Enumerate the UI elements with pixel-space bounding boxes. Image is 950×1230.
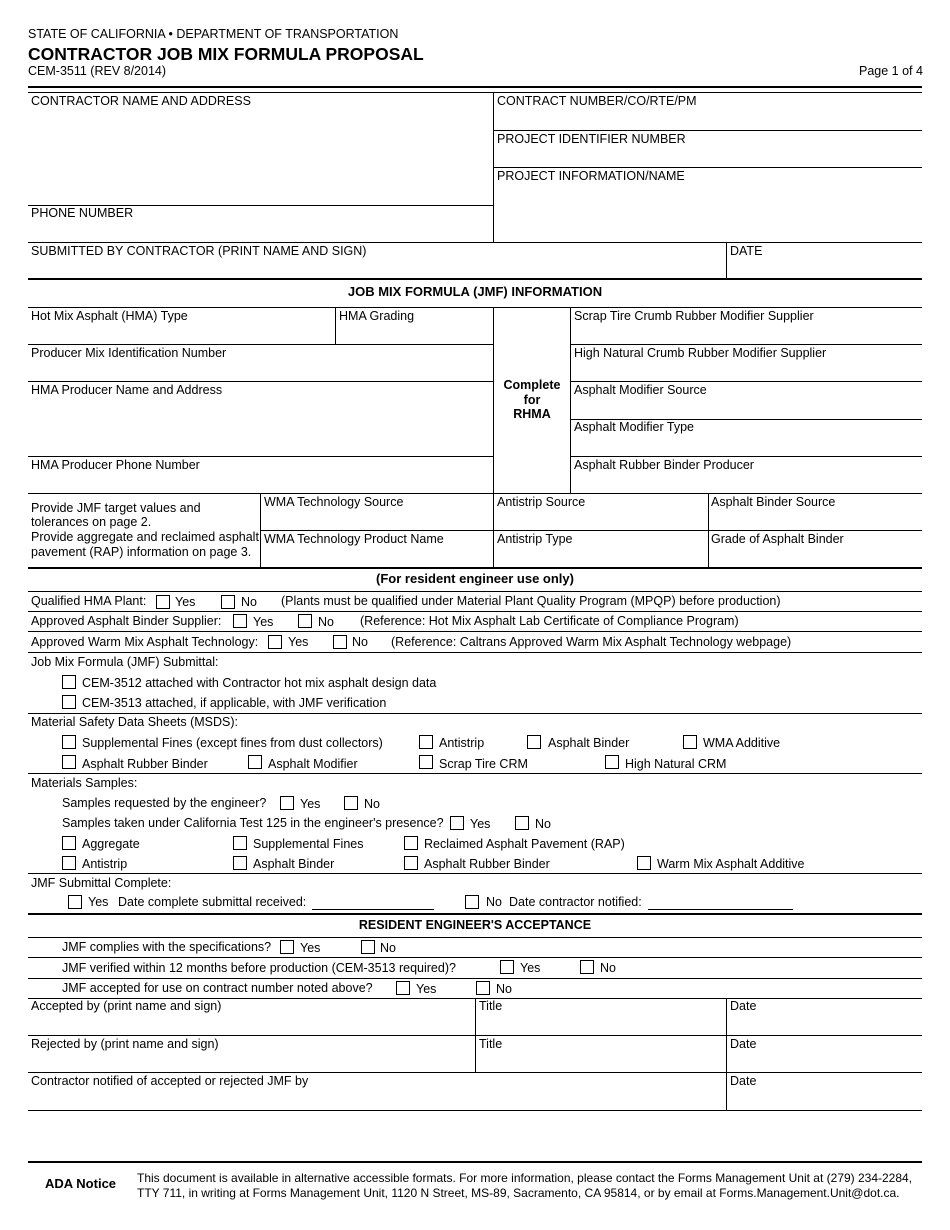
ada-line-2: TTY 711, in writing at Forms Management Unit, 1120 N Street, MS-89, Sacramento, CA 95814, or by email at Forms.Management.Unit@dot.ca. bbox=[137, 1186, 900, 1200]
no-label: No bbox=[318, 615, 334, 629]
binder-supplier-yes-checkbox[interactable] bbox=[233, 614, 247, 628]
yes-label: Yes bbox=[416, 982, 437, 996]
top-rule bbox=[28, 86, 922, 88]
divider bbox=[726, 242, 727, 278]
notified-date-line[interactable] bbox=[648, 909, 793, 910]
yes-label: Yes bbox=[300, 941, 321, 955]
verified-label: JMF verified within 12 months before production (CEM-3513 required)? bbox=[62, 961, 456, 975]
samples-requested-label: Samples requested by the engineer? bbox=[62, 796, 267, 810]
msds-supp-fines-label: Supplemental Fines (except fines from dust collectors) bbox=[82, 736, 383, 750]
sample-warm-checkbox[interactable] bbox=[637, 856, 651, 870]
submitted-by-field[interactable]: SUBMITTED BY CONTRACTOR (PRINT NAME AND SIGN) bbox=[31, 244, 367, 258]
accepted-by-field[interactable]: Accepted by (print name and sign) bbox=[31, 999, 222, 1013]
qualified-plant-label: Qualified HMA Plant: bbox=[31, 594, 147, 608]
cem3513-checkbox[interactable] bbox=[62, 695, 76, 709]
project-id-field[interactable]: PROJECT IDENTIFIER NUMBER bbox=[497, 132, 686, 146]
warm-mix-yes-checkbox[interactable] bbox=[268, 635, 282, 649]
samples-requested-yes-checkbox[interactable] bbox=[280, 796, 294, 810]
resident-heading: (For resident engineer use only) bbox=[376, 571, 574, 586]
rule bbox=[493, 167, 922, 168]
wma-product-field[interactable]: WMA Technology Product Name bbox=[264, 532, 444, 546]
high-natural-field[interactable]: High Natural Crumb Rubber Modifier Supplier bbox=[574, 346, 827, 360]
accepted-use-no-checkbox[interactable] bbox=[476, 981, 490, 995]
msds-high-label: High Natural CRM bbox=[625, 757, 727, 771]
msds-antistrip-label: Antistrip bbox=[439, 736, 485, 750]
accepted-title-field[interactable]: Title bbox=[479, 999, 503, 1013]
ada-label: ADA Notice bbox=[45, 1176, 117, 1191]
rejected-title-field[interactable]: Title bbox=[479, 1037, 503, 1051]
rhma-label-1: Complete bbox=[503, 378, 561, 392]
rule bbox=[28, 1110, 922, 1111]
no-label: No bbox=[600, 961, 616, 975]
binder-supplier-no-checkbox[interactable] bbox=[298, 614, 312, 628]
rejected-by-field[interactable]: Rejected by (print name and sign) bbox=[31, 1037, 219, 1051]
project-info-field[interactable]: PROJECT INFORMATION/NAME bbox=[497, 169, 685, 183]
verified-no-checkbox[interactable] bbox=[580, 960, 594, 974]
msds-rubber-label: Asphalt Rubber Binder bbox=[82, 757, 208, 771]
complete-label: JMF Submittal Complete: bbox=[31, 876, 172, 890]
scrap-tire-field[interactable]: Scrap Tire Crumb Rubber Modifier Supplier bbox=[574, 309, 814, 323]
qualified-yes-checkbox[interactable] bbox=[156, 595, 170, 609]
accepted-date-field[interactable]: Date bbox=[730, 999, 757, 1013]
rule bbox=[28, 631, 922, 632]
divider bbox=[493, 307, 494, 567]
complete-received-label: Date complete submittal received: bbox=[118, 895, 307, 909]
no-label: No bbox=[486, 895, 502, 909]
jmf-heading: JOB MIX FORMULA (JMF) INFORMATION bbox=[347, 284, 603, 299]
msds-modifier-checkbox[interactable] bbox=[248, 755, 262, 769]
sample-rubber-checkbox[interactable] bbox=[404, 856, 418, 870]
complies-yes-checkbox[interactable] bbox=[280, 940, 294, 954]
sample-aggregate-checkbox[interactable] bbox=[62, 836, 76, 850]
rule bbox=[28, 242, 922, 243]
rule bbox=[570, 344, 922, 345]
section-rule bbox=[28, 913, 922, 915]
sample-rubber-label: Asphalt Rubber Binder bbox=[424, 857, 550, 871]
rule bbox=[28, 652, 922, 653]
sample-rap-label: Reclaimed Asphalt Pavement (RAP) bbox=[424, 837, 625, 851]
note-line: Provide JMF target values and bbox=[31, 501, 201, 515]
msds-binder-label: Asphalt Binder bbox=[548, 736, 630, 750]
rejected-date-field[interactable]: Date bbox=[730, 1037, 757, 1051]
complies-label: JMF complies with the specifications? bbox=[62, 940, 272, 954]
section-rule bbox=[28, 567, 922, 569]
rule bbox=[28, 773, 922, 774]
contract-number-field[interactable]: CONTRACT NUMBER/CO/RTE/PM bbox=[497, 94, 697, 108]
no-label: No bbox=[496, 982, 512, 996]
sample-antistrip-checkbox[interactable] bbox=[62, 856, 76, 870]
rule bbox=[28, 381, 493, 382]
modifier-source-field[interactable]: Asphalt Modifier Source bbox=[574, 383, 707, 397]
producer-mix-id-field[interactable]: Producer Mix Identification Number bbox=[31, 346, 227, 360]
sample-warm-label: Warm Mix Asphalt Additive bbox=[657, 857, 805, 871]
cem3513-label: CEM-3513 attached, if applicable, with JMF verification bbox=[82, 696, 387, 710]
cem3512-label: CEM-3512 attached with Contractor hot mix asphalt design data bbox=[82, 676, 437, 690]
phone-field[interactable]: PHONE NUMBER bbox=[31, 206, 134, 220]
rule bbox=[28, 873, 922, 874]
samples-taken-yes-checkbox[interactable] bbox=[450, 816, 464, 830]
rule bbox=[28, 344, 493, 345]
rhma-label-2: for bbox=[523, 393, 541, 407]
msds-binder-checkbox[interactable] bbox=[527, 735, 541, 749]
yes-label: Yes bbox=[253, 615, 274, 629]
no-label: No bbox=[380, 941, 396, 955]
rule bbox=[28, 1072, 922, 1073]
accepted-use-label: JMF accepted for use on contract number noted above? bbox=[62, 981, 373, 995]
page-number: Page 1 of 4 bbox=[859, 64, 923, 78]
divider bbox=[335, 307, 336, 344]
note-line: pavement (RAP) information on page 3. bbox=[31, 545, 252, 559]
verified-yes-checkbox[interactable] bbox=[500, 960, 514, 974]
sample-binder-label: Asphalt Binder bbox=[253, 857, 335, 871]
sample-antistrip-label: Antistrip bbox=[82, 857, 128, 871]
rule bbox=[260, 530, 922, 531]
warm-mix-reference: (Reference: Caltrans Approved Warm Mix Asphalt Technology webpage) bbox=[391, 635, 792, 649]
rule bbox=[493, 130, 922, 131]
yes-label: Yes bbox=[88, 895, 109, 909]
warm-mix-no-checkbox[interactable] bbox=[333, 635, 347, 649]
binder-source-field[interactable]: Asphalt Binder Source bbox=[711, 495, 836, 509]
msds-antistrip-checkbox[interactable] bbox=[419, 735, 433, 749]
binder-supplier-reference: (Reference: Hot Mix Asphalt Lab Certificate of Compliance Program) bbox=[360, 614, 739, 628]
msds-label: Material Safety Data Sheets (MSDS): bbox=[31, 715, 239, 729]
contractor-name-field[interactable]: CONTRACTOR NAME AND ADDRESS bbox=[31, 94, 251, 108]
rule bbox=[28, 92, 922, 93]
agency-line: STATE OF CALIFORNIA • DEPARTMENT OF TRANSPORTATION bbox=[28, 27, 399, 41]
form-title: CONTRACTOR JOB MIX FORMULA PROPOSAL bbox=[28, 44, 424, 64]
no-label: No bbox=[535, 817, 551, 831]
samples-taken-label: Samples taken under California Test 125 in the engineer's presence? bbox=[62, 816, 444, 830]
sample-supp-fines-label: Supplemental Fines bbox=[253, 837, 364, 851]
no-label: No bbox=[364, 797, 380, 811]
msds-scrap-label: Scrap Tire CRM bbox=[439, 757, 528, 771]
qualified-reference: (Plants must be qualified under Material Plant Quality Program (MPQP) before production) bbox=[281, 594, 781, 608]
rule bbox=[570, 456, 922, 457]
msds-wma-checkbox[interactable] bbox=[683, 735, 697, 749]
rule bbox=[570, 381, 922, 382]
cem3512-checkbox[interactable] bbox=[62, 675, 76, 689]
msds-high-checkbox[interactable] bbox=[605, 755, 619, 769]
complete-no-checkbox[interactable] bbox=[465, 895, 479, 909]
ada-line-1: This document is available in alternative accessible formats. For more information, please contact the Forms Management Unit at (279) 234-2284, bbox=[137, 1171, 913, 1185]
binder-grade-field[interactable]: Grade of Asphalt Binder bbox=[711, 532, 844, 546]
antistrip-type-field[interactable]: Antistrip Type bbox=[497, 532, 573, 546]
rhma-label-3: RHMA bbox=[513, 407, 551, 421]
complete-yes-checkbox[interactable] bbox=[68, 895, 82, 909]
note-line: tolerances on page 2. bbox=[31, 515, 152, 529]
rule bbox=[28, 957, 922, 958]
hma-type-field[interactable]: Hot Mix Asphalt (HMA) Type bbox=[31, 309, 188, 323]
msds-scrap-checkbox[interactable] bbox=[419, 755, 433, 769]
complete-notified-label: Date contractor notified: bbox=[509, 895, 642, 909]
samples-requested-no-checkbox[interactable] bbox=[344, 796, 358, 810]
yes-label: Yes bbox=[175, 595, 196, 609]
wma-source-field[interactable]: WMA Technology Source bbox=[264, 495, 404, 509]
samples-taken-no-checkbox[interactable] bbox=[515, 816, 529, 830]
antistrip-source-field[interactable]: Antistrip Source bbox=[497, 495, 586, 509]
rule bbox=[28, 713, 922, 714]
rule bbox=[28, 456, 493, 457]
notified-by-field[interactable]: Contractor notified of accepted or rejected JMF by bbox=[31, 1074, 309, 1088]
note-line: Provide aggregate and reclaimed asphalt bbox=[31, 530, 259, 544]
divider bbox=[570, 307, 571, 493]
rubber-binder-producer-field[interactable]: Asphalt Rubber Binder Producer bbox=[574, 458, 754, 472]
form-id: CEM-3511 (REV 8/2014) bbox=[28, 64, 167, 78]
binder-supplier-label: Approved Asphalt Binder Supplier: bbox=[31, 614, 222, 628]
sample-rap-checkbox[interactable] bbox=[404, 836, 418, 850]
received-date-line[interactable] bbox=[312, 909, 434, 910]
no-label: No bbox=[352, 635, 368, 649]
msds-rubber-checkbox[interactable] bbox=[62, 755, 76, 769]
modifier-type-field[interactable]: Asphalt Modifier Type bbox=[574, 420, 694, 434]
producer-phone-field[interactable]: HMA Producer Phone Number bbox=[31, 458, 200, 472]
divider bbox=[726, 998, 727, 1110]
qualified-no-checkbox[interactable] bbox=[221, 595, 235, 609]
msds-wma-label: WMA Additive bbox=[703, 736, 781, 750]
notified-date-field[interactable]: Date bbox=[730, 1074, 757, 1088]
materials-label: Materials Samples: bbox=[31, 776, 138, 790]
warm-mix-label: Approved Warm Mix Asphalt Technology: bbox=[31, 635, 259, 649]
rule bbox=[28, 937, 922, 938]
date-field[interactable]: DATE bbox=[730, 244, 763, 258]
sample-aggregate-label: Aggregate bbox=[82, 837, 140, 851]
section-rule bbox=[28, 278, 922, 280]
rule bbox=[28, 978, 922, 979]
hma-grading-field[interactable]: HMA Grading bbox=[339, 309, 415, 323]
yes-label: Yes bbox=[300, 797, 321, 811]
sample-binder-checkbox[interactable] bbox=[233, 856, 247, 870]
msds-supp-fines-checkbox[interactable] bbox=[62, 735, 76, 749]
yes-label: Yes bbox=[288, 635, 309, 649]
acceptance-heading: RESIDENT ENGINEER'S ACCEPTANCE bbox=[358, 918, 592, 932]
no-label: No bbox=[241, 595, 257, 609]
sample-supp-fines-checkbox[interactable] bbox=[233, 836, 247, 850]
rule bbox=[28, 493, 922, 494]
rule bbox=[28, 611, 922, 612]
complies-no-checkbox[interactable] bbox=[361, 940, 375, 954]
rule bbox=[28, 307, 922, 308]
rule bbox=[28, 1035, 922, 1036]
producer-name-field[interactable]: HMA Producer Name and Address bbox=[31, 383, 223, 397]
msds-modifier-label: Asphalt Modifier bbox=[268, 757, 358, 771]
footer-rule bbox=[28, 1161, 922, 1163]
accepted-use-yes-checkbox[interactable] bbox=[396, 981, 410, 995]
jmf-submittal-label: Job Mix Formula (JMF) Submittal: bbox=[31, 655, 219, 669]
yes-label: Yes bbox=[520, 961, 541, 975]
yes-label: Yes bbox=[470, 817, 491, 831]
rule bbox=[28, 591, 922, 592]
